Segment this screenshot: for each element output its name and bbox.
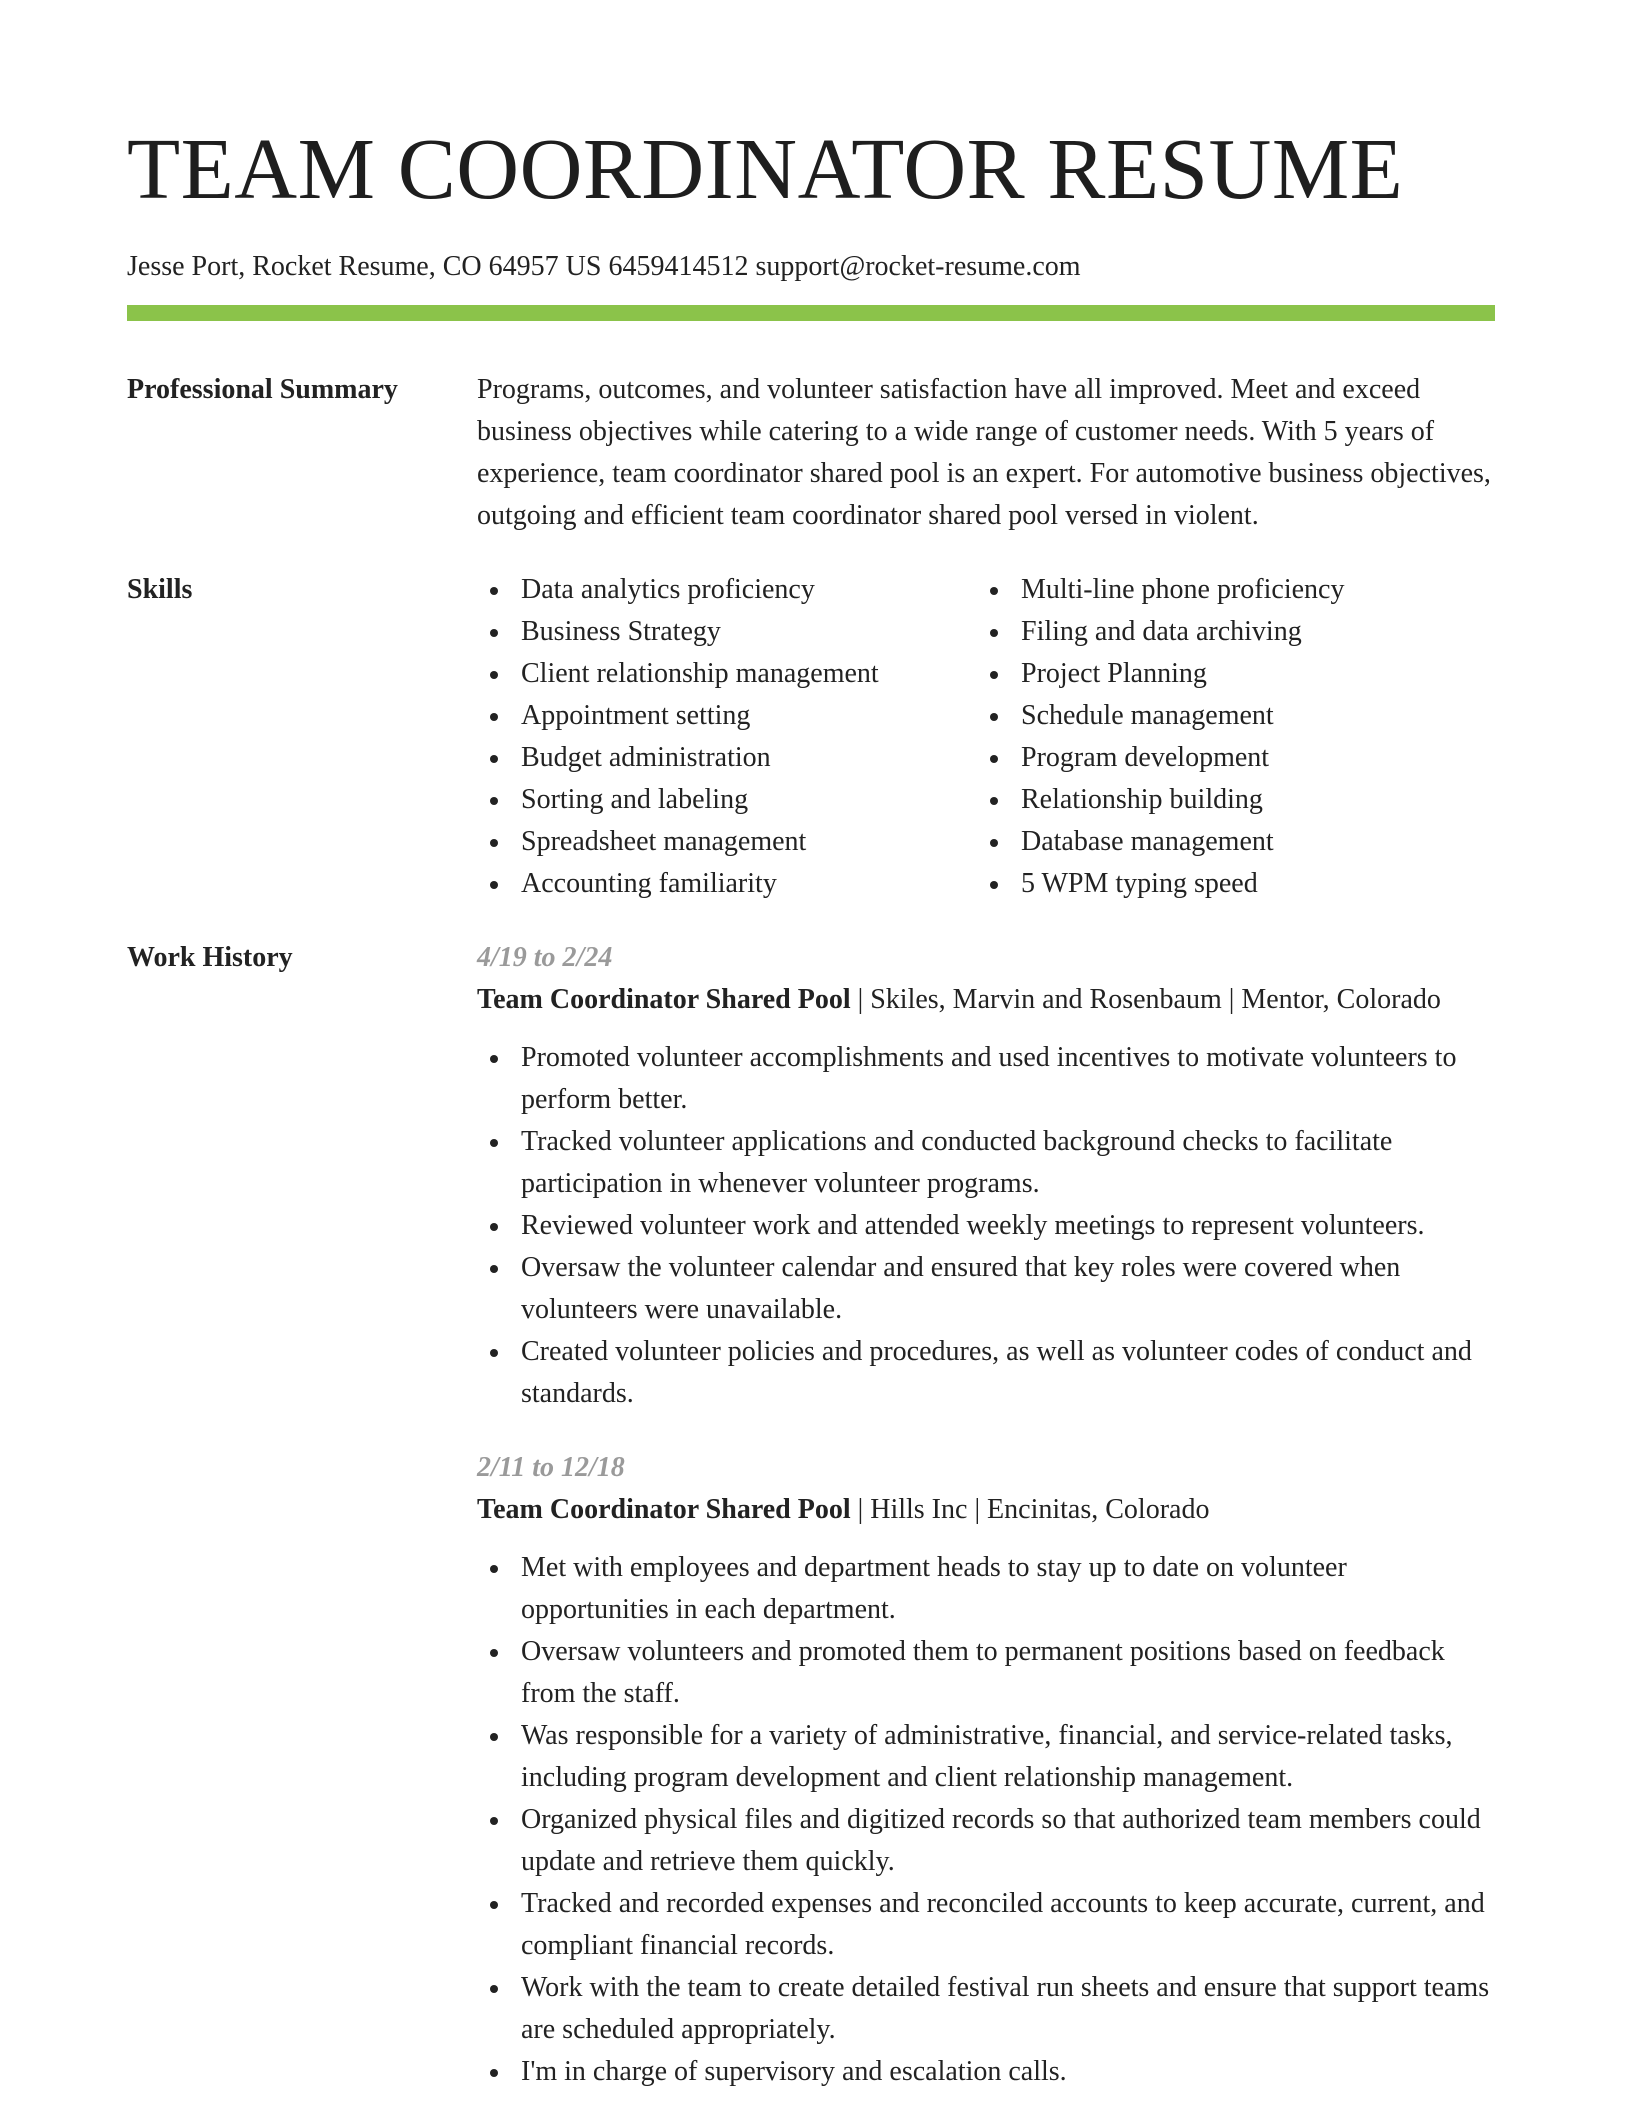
summary-text: Programs, outcomes, and volunteer satisfaction have all improved. Meet and exceed business objectives while catering to a wide range of customer needs. With 5 years of experience, team coordinator shared pool is an expert. For automotive business objectives, outgoing and efficient team coordinator shared pool versed in violent. <box>477 374 1491 531</box>
skill-item: Business Strategy <box>477 611 977 653</box>
work-history <box>477 937 1495 2093</box>
header-divider <box>127 305 1495 321</box>
job-bullet: Organized physical files and digitized records so that authorized team members could update and retrieve them quickly. <box>477 1799 1495 1883</box>
skill-item: Multi-line phone proficiency <box>977 569 1344 611</box>
contact-name-address: Jesse Port, Rocket Resume, CO 64957 US <box>127 251 602 282</box>
skills-list-right <box>977 569 1344 905</box>
skill-item: Schedule management <box>977 695 1344 737</box>
skill-item: Filing and data archiving <box>977 611 1344 653</box>
skill-item: Budget administration <box>477 737 977 779</box>
job-bullet: Was responsible for a variety of administrative, financial, and service-related tasks, including program development and client relationship management. <box>477 1715 1495 1799</box>
job-entry <box>477 1447 1495 2093</box>
job-bullet: Created volunteer policies and procedures, as well as volunteer codes of conduct and standards. <box>477 1331 1495 1415</box>
job-employer-location: | Skiles, Marvin and Rosenbaum | Mentor, Colorado <box>850 984 1441 1015</box>
skill-item: Project Planning <box>977 653 1344 695</box>
job-bullet: Reviewed volunteer work and attended weekly meetings to represent volunteers. <box>477 1205 1495 1247</box>
job-dates: 4/19 to 2/24 <box>477 942 613 973</box>
job-bullet: Oversaw volunteers and promoted them to permanent positions based on feedback from the staff. <box>477 1631 1495 1715</box>
skill-item: 5 WPM typing speed <box>977 863 1344 905</box>
skill-item: Appointment setting <box>477 695 977 737</box>
job-bullet: Work with the team to create detailed festival run sheets and ensure that support teams are scheduled appropriately. <box>477 1967 1495 2051</box>
skills-section <box>127 569 1495 905</box>
job-bullet: Tracked volunteer applications and conducted background checks to facilitate participation in whenever volunteer programs. <box>477 1121 1495 1205</box>
job-entry <box>477 937 1495 1415</box>
skill-item: Relationship building <box>977 779 1344 821</box>
skill-item: Accounting familiarity <box>477 863 977 905</box>
job-employer-location: | Hills Inc | Encinitas, Colorado <box>850 1494 1210 1525</box>
contact-phone: 6459414512 <box>608 251 749 282</box>
work-section <box>127 937 1495 2093</box>
contact-email: support@rocket-resume.com <box>755 251 1081 282</box>
summary-section <box>127 369 1495 537</box>
job-title-line <box>477 1489 1495 1531</box>
skills-list-left <box>477 569 977 905</box>
job-dates: 2/11 to 12/18 <box>477 1452 625 1483</box>
skill-item: Sorting and labeling <box>477 779 977 821</box>
skill-item: Data analytics proficiency <box>477 569 977 611</box>
summary-label: Professional Summary <box>127 374 398 405</box>
skills-columns <box>477 569 1495 905</box>
job-bullet: Oversaw the volunteer calendar and ensured that key roles were covered when volunteers were unavailable. <box>477 1247 1495 1331</box>
job-bullet: I'm in charge of supervisory and escalation calls. <box>477 2051 1495 2093</box>
work-label: Work History <box>127 942 293 973</box>
job-title: Team Coordinator Shared Pool <box>477 1494 851 1525</box>
job-title: Team Coordinator Shared Pool <box>477 984 851 1015</box>
skill-item: Spreadsheet management <box>477 821 977 863</box>
job-title-line <box>477 979 1495 1021</box>
skills-label: Skills <box>127 574 193 605</box>
contact-line <box>127 249 1507 285</box>
job-bullet: Met with employees and department heads to stay up to date on volunteer opportunities in each department. <box>477 1547 1495 1631</box>
resume-title: TEAM COORDINATOR RESUME <box>127 120 1404 217</box>
skill-item: Database management <box>977 821 1344 863</box>
job-bullet: Tracked and recorded expenses and reconciled accounts to keep accurate, current, and compliant financial records. <box>477 1883 1495 1967</box>
job-bullets <box>477 1037 1495 1415</box>
skill-item: Program development <box>977 737 1344 779</box>
job-bullet: Promoted volunteer accomplishments and used incentives to motivate volunteers to perform better. <box>477 1037 1495 1121</box>
job-bullets <box>477 1547 1495 2093</box>
skill-item: Client relationship management <box>477 653 977 695</box>
